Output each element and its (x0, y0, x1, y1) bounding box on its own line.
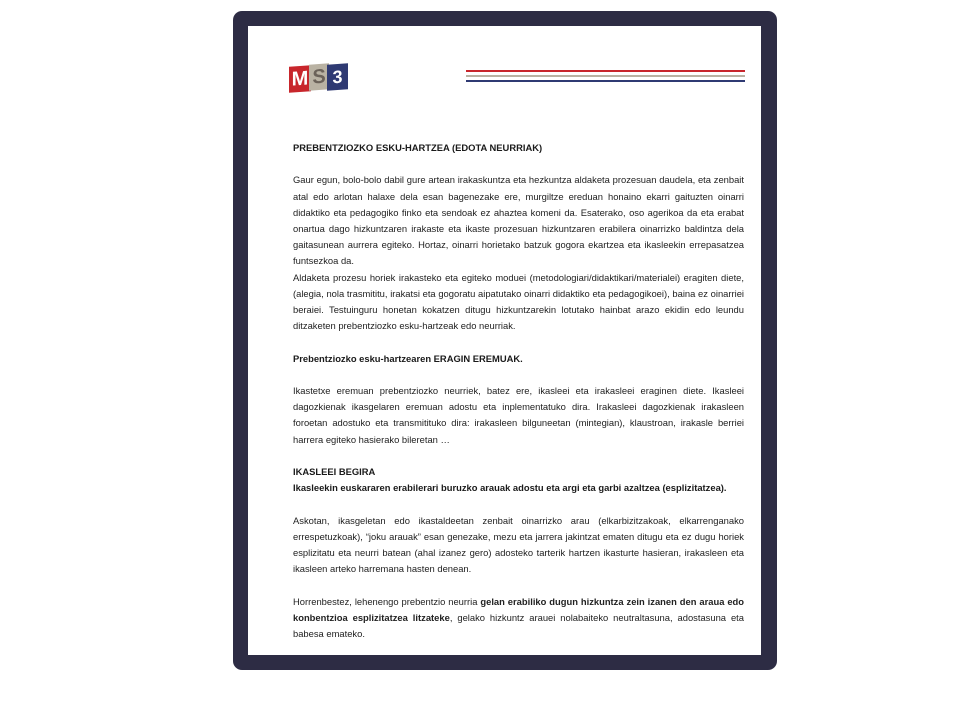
paragraph-5-end: , gelako hizkuntz arauei nolabaiteko neutraltasuna, adostasuna eta babesa emateko. (293, 611, 744, 639)
paragraph-5 (293, 594, 744, 643)
paragraph-5-bold: gelan erabiliko dugun hizkuntza zein izanen den araua edo konbentzioa esplizitatzea litzateke (293, 595, 745, 623)
paragraph-1: Gaur egun, bolo-bolo dabil gure artean irakaskuntza eta hezkuntza aldaketa prozesuan daudela, eta zenbait atal edo arlotan halaxe dela esan bagenezake ere, murgiltze ereduan honaino ekarri gaituzten oinarri didaktiko eta pedagogiko finko eta sendoak ez ahaztea komeni da. Esaterako, oso agerikoa da eta erabat onartua dago hizkuntzaren irakaste eta ikaste prozesuan hizkuntzaren erabilera oinarrizko baldintza dela gaitasunean aurrera egiteko. Hortaz, oinarri horietako batzuk gogora ekartzea eta ikasleekin errepasatzea funtsezkoa da. (293, 174, 744, 267)
paragraph-2: Aldaketa prozesu horiek irakasteko eta egiteko moduei (metodologiari/didaktikari/materialei) eragiten diete, (alegia, nola trasmititu, irakatsi eta gogoratu aipatutako oinarri didaktiko eta pedagogikoei), baina ez oinarriei beraiei. Testuinguru honetan kokatzen ditugu hizkuntzarekin lotutako hainbat arazo ekidin edo leundu ditzaketen prebentziozko esku-hartzeak edo neurriak. (293, 271, 744, 332)
document-body (293, 140, 744, 642)
heading-eragin-eremuak: Prebentziozko esku-hartzearen ERAGIN EREMUAK. (293, 352, 523, 364)
logo-letter-m: M (289, 65, 311, 93)
logo-letter-3: 3 (327, 63, 348, 90)
heading-prebentziozko: PREBENTZIOZKO ESKU-HARTZEA (EDOTA NEURRIAK) (293, 142, 543, 153)
document-page (248, 26, 761, 655)
paragraph-3: Ikastetxe eremuan prebentziozko neurriek, batez ere, ikasleei eta irakasleei eraginen diete. Ikasleei dagozkienak ikasgelaren eremuan adostu eta inplementatuko dira. Irakasleei dagozkienak irakasleen foroetan adostuko eta transmitituko dira: irakasleen bilguneetan (mintegian), klaustroan, irakasle berriei harrera egiteko hasierako bileretan … (293, 385, 744, 445)
header-rule-red (466, 70, 745, 72)
logo-letter-s: S (309, 63, 329, 90)
paragraph-5-start: Horrenbestez, lehenengo prebentzio neurria (293, 595, 481, 607)
paragraph-4: Askotan, ikasgeletan edo ikastaldeetan zenbait oinarrizko arau (elkarbizitzakoak, elkarrenganako errespetuzkoak), “joku arauak” esan genezake, mezu eta jarrera jakintzat ematen ditugu eta ez dugu horiek esplizitatu eta neurri batean (ahal izanez gero) adosteko tarterik hartzen ikasturte hasieran, irakasleen eta ikasleen arteko harremana hasten denean. (293, 514, 744, 575)
ms3-logo (289, 64, 349, 94)
heading-ikasleei-begira: IKASLEEI BEGIRA (293, 466, 376, 477)
header-rule-beige (466, 75, 745, 77)
header-rule-navy (466, 80, 745, 82)
heading-arauak-adostu: Ikasleekin euskararen erabilerari buruzko arauak adostu eta argi eta garbi azaltzea (esplizitatzea). (293, 482, 727, 494)
